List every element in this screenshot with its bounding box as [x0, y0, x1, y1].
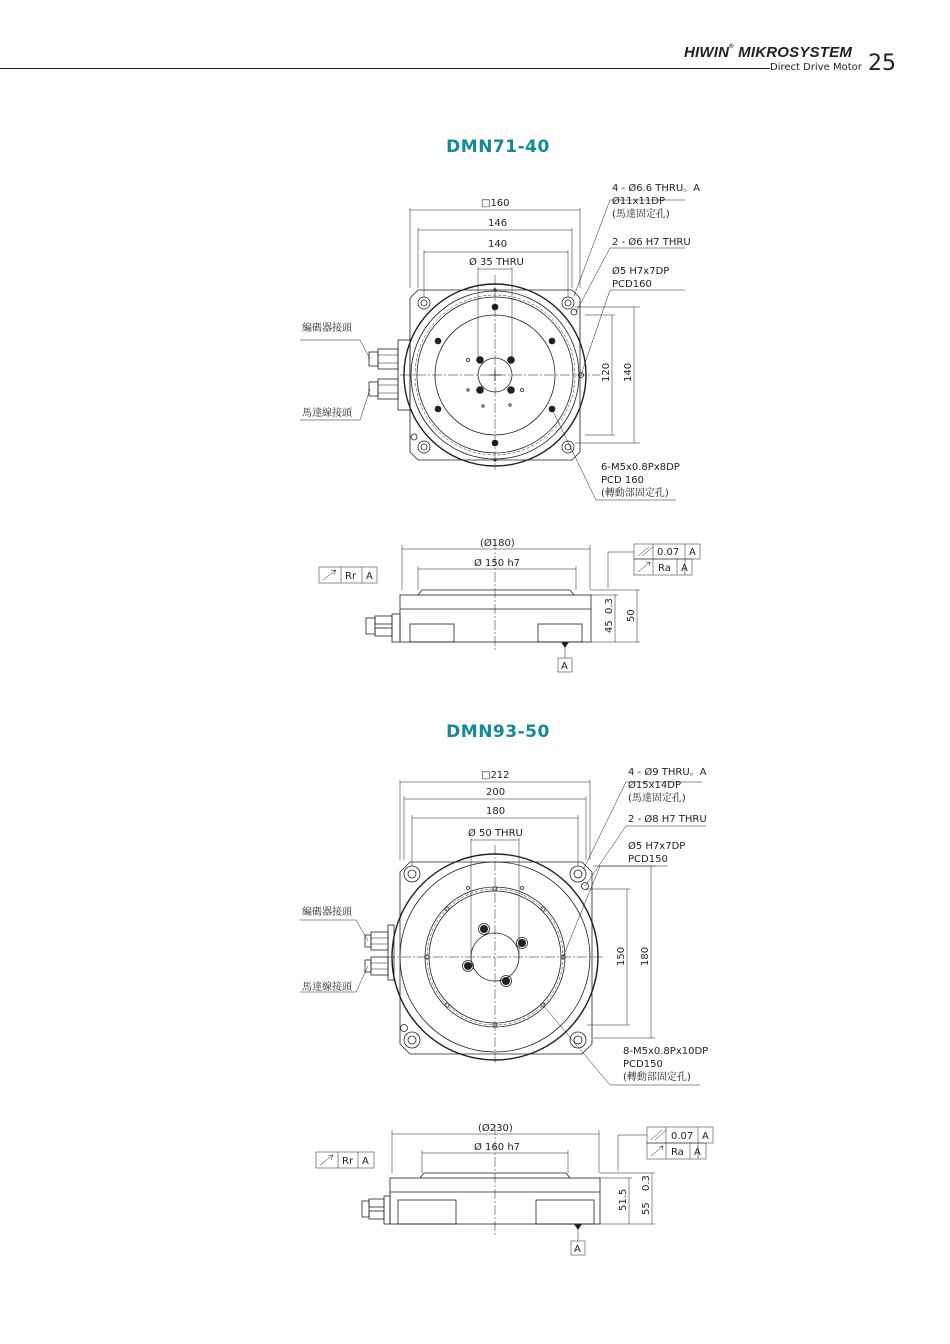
dmn71-side-dim-outer: (Ø180)	[480, 538, 515, 549]
dmn71-note3-line1: Ø5 H7x7DP	[612, 266, 670, 277]
dmn71-note1-line3: (馬達固定孔)	[612, 209, 670, 220]
dmn71-note3-line2: PCD160	[612, 279, 652, 290]
dmn93-datum-a: A	[574, 1244, 581, 1255]
dmn71-dim-square: □160	[481, 198, 510, 209]
dmn93-dim-square: □212	[481, 770, 510, 781]
dmn93-tol-axial-value: Ra	[671, 1147, 684, 1158]
dmn71-tol-axial-value: Ra	[658, 563, 671, 574]
dmn71-note4-line2: PCD 160	[601, 475, 644, 486]
dmn71-tol-radial-datum: A	[366, 571, 373, 582]
dmn71-dim-140v: 140	[623, 362, 634, 382]
dmn71-note1-line2: Ø11x11DP	[612, 196, 665, 207]
dmn71-side-dim-pilot: Ø 150 h7	[474, 558, 521, 569]
dmn71-side-dim-03: 0.3	[604, 598, 615, 614]
page-number: 25	[868, 51, 896, 76]
dmn71-dim-140: 140	[488, 239, 508, 250]
dmn93-encoder-label: 編碼器接頭	[302, 907, 352, 918]
header-subtitle: Direct Drive Motor	[770, 62, 862, 73]
dmn93-note4-line3: (轉動部固定孔)	[623, 1072, 691, 1083]
dmn93-note1-line3: (馬達固定孔)	[628, 793, 686, 804]
dmn71-tol-parallel-datum: A	[689, 547, 696, 558]
dmn93-note2: 2 - Ø8 H7 THRU	[628, 814, 707, 825]
dmn93-note4-line1: 8-M5x0.8Px10DP	[623, 1046, 709, 1057]
dmn93-dim-thru: Ø 50 THRU	[468, 828, 523, 839]
dmn93-note3-line1: Ø5 H7x7DP	[628, 841, 686, 852]
dmn93-note3-line2: PCD150	[628, 854, 668, 865]
dmn71-note4-line1: 6-M5x0.8Px8DP	[601, 462, 680, 473]
dmn71-note4-line3: (轉動部固定孔)	[601, 488, 669, 499]
model-title-dmn71: DMN71-40	[446, 137, 550, 157]
dmn93-side-dim-pilot: Ø 160 h7	[474, 1142, 521, 1153]
dmn93-side-dim-55: 55	[641, 1202, 652, 1215]
brand-logo: HIWIN® MIKROSYSTEM	[684, 44, 853, 61]
dmn71-datum-a: A	[561, 661, 568, 672]
dmn93-tol-parallel-datum: A	[702, 1131, 709, 1142]
dmn71-motor-label: 馬達線接頭	[302, 408, 352, 419]
dmn71-tol-parallel-value: 0.07	[657, 547, 680, 558]
dmn93-dim-150: 150	[616, 946, 627, 966]
dmn93-motor-label: 馬達線接頭	[302, 982, 352, 993]
dmn93-tol-axial-datum: A	[694, 1147, 701, 1158]
dmn71-side-dim-50: 50	[626, 609, 637, 622]
dmn93-side-dim-03: 0.3	[641, 1175, 652, 1191]
dmn93-dim-180: 180	[486, 806, 506, 817]
dmn93-tol-radial-datum: A	[362, 1156, 369, 1167]
dmn93-note4-line2: PCD150	[623, 1059, 663, 1070]
dmn71-dim-120: 120	[601, 362, 612, 382]
dmn71-side-dim-45: 45	[604, 620, 615, 633]
dmn93-dim-180v: 180	[640, 946, 651, 966]
dmn93-side-dim-outer: (Ø230)	[478, 1123, 513, 1134]
dmn71-encoder-label: 編碼器接頭	[302, 323, 352, 334]
dmn93-tol-parallel-value: 0.07	[671, 1131, 694, 1142]
dmn93-tol-radial-value: Rr	[342, 1156, 354, 1167]
dmn71-note2: 2 - Ø6 H7 THRU	[612, 237, 691, 248]
dmn93-dim-200: 200	[486, 787, 506, 798]
dmn71-dim-thru: Ø 35 THRU	[469, 257, 524, 268]
dmn71-tol-axial-datum: A	[681, 563, 688, 574]
dmn71-dim-146: 146	[488, 218, 508, 229]
dmn93-top-view	[300, 780, 709, 1085]
dmn93-note1-line2: Ø15x14DP	[628, 780, 681, 791]
dmn93-note1-line1: 4 - Ø9 THRU。A	[628, 767, 707, 778]
dmn93-side-dim-515: 51.5	[618, 1188, 629, 1211]
dmn71-tol-radial-value: Rr	[345, 571, 357, 582]
dmn71-note1-line1: 4 - Ø6.6 THRU。A	[612, 183, 701, 194]
model-title-dmn93: DMN93-50	[446, 722, 550, 742]
